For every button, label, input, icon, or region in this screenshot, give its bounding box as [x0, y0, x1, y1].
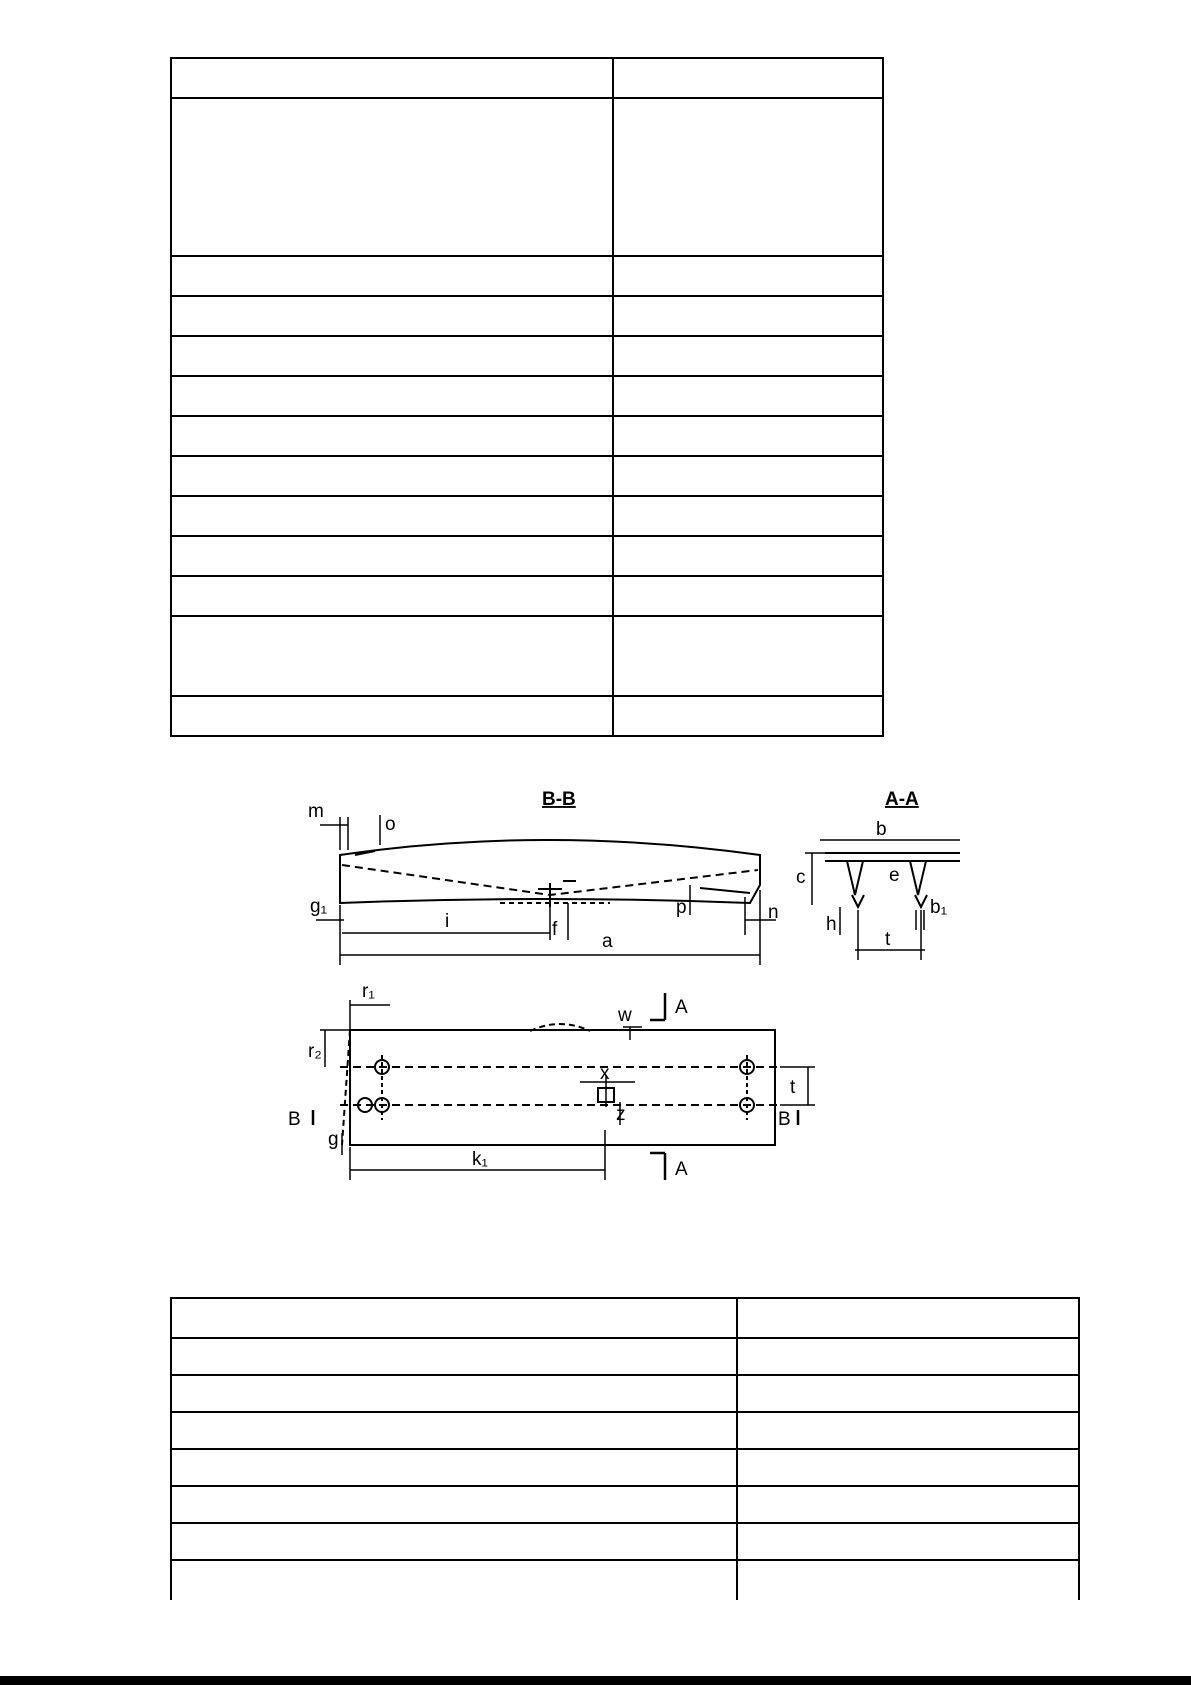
table-row [171, 1338, 1079, 1375]
table-cell [613, 416, 883, 456]
table-cell [613, 456, 883, 496]
dim-b-label: b [876, 819, 887, 840]
dim-r2-label: r₂ [308, 1041, 322, 1062]
table-cell [171, 416, 613, 456]
table-cell [171, 536, 613, 576]
table-cell [613, 576, 883, 616]
table-cell [171, 456, 613, 496]
dim-b1-label: b₁ [930, 897, 947, 918]
dim-k1-label: k₁ [472, 1149, 488, 1170]
table-cell [171, 616, 613, 696]
table-cell [613, 296, 883, 336]
table-cell [613, 98, 883, 256]
lower-table [170, 1297, 1080, 1600]
section-marker-a-bottom: A [675, 1159, 688, 1180]
table-row [171, 256, 883, 296]
table-cell [737, 1338, 1079, 1375]
section-marker-a-top: A [675, 997, 688, 1018]
table-cell [737, 1523, 1079, 1560]
table-row [171, 456, 883, 496]
table-cell [171, 1298, 737, 1338]
table-cell [613, 376, 883, 416]
table-row [171, 1449, 1079, 1486]
dim-o-label: o [385, 814, 396, 835]
section-marker-b-left: B [288, 1109, 301, 1130]
dim-a-label: a [602, 931, 613, 952]
page-bottom-edge [0, 1676, 1191, 1685]
section-bb-view [316, 815, 776, 965]
table-cell [613, 336, 883, 376]
section-marker-b-right: B [778, 1109, 791, 1130]
table-cell [171, 496, 613, 536]
table-row [171, 536, 883, 576]
table-cell [171, 1375, 737, 1412]
plan-view [313, 993, 815, 1180]
dim-w-label: w [618, 1005, 632, 1026]
table-cell [171, 1486, 737, 1523]
dim-g1-label: g₁ [310, 896, 327, 917]
table-row [171, 58, 883, 98]
table-cell [171, 1523, 737, 1560]
table-row [171, 576, 883, 616]
table-row [171, 616, 883, 696]
table-cell [613, 696, 883, 736]
table-row [171, 416, 883, 456]
table-row [171, 1298, 1079, 1338]
dim-p-label: p [676, 897, 687, 918]
table-cell [171, 1560, 737, 1600]
dim-r1-label: r₁ [362, 981, 375, 1002]
table-cell [171, 696, 613, 736]
table-cell [737, 1560, 1079, 1600]
table-cell [613, 616, 883, 696]
section-bb-title: B-B [542, 789, 576, 810]
table-cell [171, 256, 613, 296]
dim-c-label: c [796, 867, 806, 888]
dim-h-label: h [826, 914, 837, 935]
table-cell [171, 376, 613, 416]
table-cell [171, 296, 613, 336]
table-cell [613, 536, 883, 576]
dim-x-label: x [600, 1063, 610, 1084]
table-cell [171, 98, 613, 256]
table-cell [737, 1449, 1079, 1486]
table-row [171, 336, 883, 376]
dim-i-label: i [445, 911, 450, 932]
dim-g-label: g [328, 1129, 339, 1150]
dim-z-label: z [616, 1104, 626, 1125]
table-row [171, 1412, 1079, 1449]
table-cell [171, 1412, 737, 1449]
table-cell [737, 1486, 1079, 1523]
dim-n-label: n [768, 902, 779, 923]
table-row [171, 1523, 1079, 1560]
table-cell [171, 336, 613, 376]
table-row [171, 376, 883, 416]
table-cell [171, 58, 613, 98]
technical-drawing [280, 785, 970, 1195]
dim-t2-label: t [790, 1077, 796, 1098]
table-cell [613, 58, 883, 98]
table-row [171, 1560, 1079, 1600]
table-cell [171, 1449, 737, 1486]
table-row [171, 1486, 1079, 1523]
dim-t-label: t [885, 929, 891, 950]
dim-e-label: e [889, 865, 900, 886]
dim-f-label: f [552, 919, 558, 940]
table-cell [171, 1338, 737, 1375]
dim-m-label: m [308, 801, 324, 822]
section-aa-title: A-A [885, 789, 919, 810]
table-cell [613, 496, 883, 536]
table-cell [737, 1375, 1079, 1412]
upper-table [170, 57, 884, 737]
table-cell [737, 1412, 1079, 1449]
table-cell [737, 1298, 1079, 1338]
table-row [171, 696, 883, 736]
table-row [171, 98, 883, 256]
table-row [171, 296, 883, 336]
table-cell [171, 576, 613, 616]
table-row [171, 496, 883, 536]
table-cell [613, 256, 883, 296]
table-row [171, 1375, 1079, 1412]
